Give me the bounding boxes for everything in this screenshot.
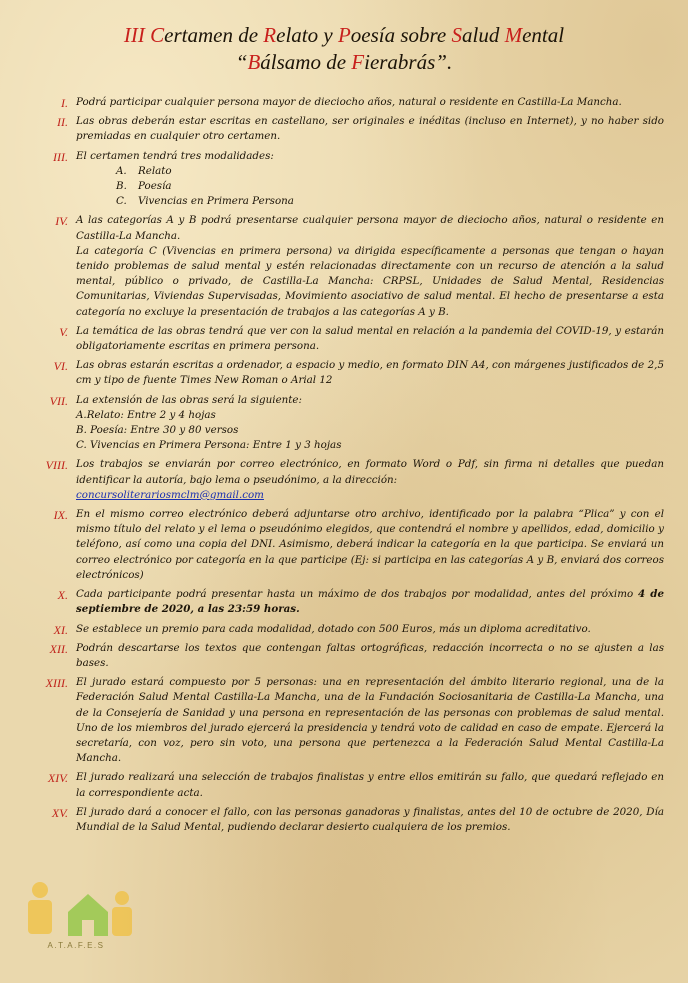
logo-figure-head-left — [32, 882, 48, 898]
rule-text: El jurado dará a conocer el fallo, con las personas ganadoras y finalistas, antes del 10 de octubre de 2020, Día Mundial de la Salud Mental, pudiendo declarar desierto cualquiera de los premios. — [76, 805, 664, 833]
rule-number: IX. — [53, 508, 68, 523]
rule-item — [0, 805, 688, 835]
rule-body — [76, 675, 664, 766]
logo-house-door — [82, 920, 94, 936]
logo-figure-body-left — [28, 900, 52, 934]
modality-option — [76, 194, 664, 209]
rule-body — [76, 393, 664, 454]
rule-paragraph — [76, 507, 664, 583]
rule-number: VIII. — [45, 458, 68, 473]
title-line-1-segment: oesía sobre — [350, 23, 452, 47]
modality-letter: C. — [116, 195, 127, 208]
title-line-1-segment: alud — [461, 23, 505, 47]
rule-body — [76, 507, 664, 583]
rule-text: El jurado estará compuesto por 5 personas: una en representación del ámbito literario regional, una de la Federación Salud Mental Castilla-La Mancha, una de la Fundación Sociosanitaria de Castilla-La Mancha, una de la Consejería de Sanidad y una persona en representación de las personas con problemas de salud mental. Uno de los miembros del jurado ejercerá la presidencia y tendrá voto de calidad en caso de empate. Ejercerá la secretaría, con voz, pero sin voto, una persona que pertenezca a la Federación Salud Mental Castilla-La Mancha. — [76, 676, 664, 765]
rule-body — [76, 114, 664, 144]
rule-paragraph — [76, 622, 664, 637]
rule-paragraph — [76, 114, 664, 144]
rule-number: II. — [57, 115, 68, 130]
rule-item — [0, 95, 688, 110]
title-line-1-segment: R — [263, 23, 277, 47]
title-line-2-segment: B — [247, 50, 261, 74]
rule-paragraph — [76, 457, 664, 487]
title-line-1-segment: M — [504, 23, 523, 47]
rule-item — [0, 358, 688, 388]
rule-text: La temática de las obras tendrá que ver con la salud mental en relación a la pandemia del COVID-19, y estarán obligatoriamente escritas en primera persona. — [76, 324, 664, 353]
title-line-2-segment: F — [351, 50, 365, 74]
rule-item — [0, 622, 688, 637]
rule-body — [76, 324, 664, 354]
rule-body — [76, 770, 664, 800]
rule-paragraph — [76, 149, 664, 164]
rules-list — [0, 95, 688, 839]
rule-number: I. — [61, 96, 68, 110]
rule-text: B. Poesía: Entre 30 y 80 versos — [76, 424, 239, 437]
rule-number: XV. — [51, 805, 68, 820]
rule-number: IV. — [55, 214, 68, 229]
rule-body — [76, 805, 664, 835]
rule-body — [76, 457, 664, 503]
rule-text: Los trabajos se enviarán por correo electrónico, en formato Word o Pdf, sin firma ni detalles que puedan identificar la autoría, bajo lema o pseudónimo, a la dirección: — [76, 458, 664, 486]
title-line-1-segment: ental — [522, 23, 565, 47]
rule-body — [76, 587, 664, 617]
rule-number: XIV. — [47, 771, 68, 786]
rule-number: XIII. — [45, 676, 68, 691]
rule-body — [76, 622, 664, 637]
title-line-1-segment: ertamen de — [164, 23, 264, 47]
title-line-1-segment: S — [451, 23, 462, 47]
rule-text: La categoría C (Vivencias en primera persona) va dirigida específicamente a personas que tengan o hayan tenido problemas de salud mental y estén relacionadas directamente con un recurso de atención a la salud mental, público o privado, de Castilla-La Mancha: CRPSL, Unidades de Salud Mental, Residencias Comunitarias, Viviendas Supervisadas, Movimiento asociativo de salud mental. El hecho de presentarse a esta categoría no excluye la presentación de trabajos a las categorías A y B. — [76, 244, 664, 318]
rule-item — [0, 149, 688, 210]
atafes-logo-icon — [20, 872, 140, 952]
rule-text: Se establece un premio para cada modalidad, dotado con 500 Euros, más un diploma acreditativo. — [76, 622, 591, 635]
rule-number: XI. — [53, 622, 68, 637]
modality-option — [76, 164, 664, 179]
rule-paragraph — [76, 358, 664, 388]
title-line-1-segment: P — [337, 23, 351, 47]
rule-text: C. Vivencias en Primera Persona: Entre 1 y 3 hojas — [76, 439, 342, 452]
rule-item — [0, 507, 688, 583]
rule-paragraph — [76, 641, 664, 671]
rule-number: VII. — [49, 393, 68, 408]
rule-number: X. — [57, 588, 68, 603]
rule-body — [76, 213, 664, 319]
rule-item — [0, 675, 688, 766]
rule-text: Podrá participar cualquier persona mayor de dieciocho años, natural o residente en Castilla-La Mancha. — [76, 96, 622, 108]
title-line-1 — [0, 22, 688, 49]
rule-text: El jurado realizará una selección de trabajos finalistas y entre ellos emitirán su fallo, que quedará reflejado en la correspondiente acta. — [76, 771, 664, 799]
rule-body — [76, 641, 664, 671]
deadline-text: 4 de septiembre de 2020, a las 23:59 horas. — [76, 588, 664, 616]
modality-letter: B. — [116, 180, 127, 193]
rule-text: A.Relato: Entre 2 y 4 hojas — [76, 408, 216, 421]
rule-number: VI. — [53, 359, 68, 374]
rule-item — [0, 457, 688, 503]
title-line-2 — [0, 49, 688, 76]
rule-item — [0, 641, 688, 671]
rule-paragraph — [76, 95, 664, 110]
rule-body — [76, 149, 664, 210]
modality-name: Vivencias en Primera Persona — [138, 195, 294, 208]
rule-item — [0, 393, 688, 454]
logo-label: A.T.A.F.E.S — [47, 941, 105, 950]
modality-option — [76, 179, 664, 194]
rule-number: III. — [53, 149, 68, 164]
rule-text: A las categorías A y B podrá presentarse cualquier persona mayor de dieciocho años, natural o residente en Castilla-La Mancha. — [76, 214, 664, 242]
title-line-2-segment: “ — [235, 50, 248, 74]
rule-paragraph — [76, 324, 664, 354]
rule-body — [76, 95, 664, 110]
rule-paragraph — [76, 805, 664, 835]
rule-paragraph — [76, 244, 664, 320]
rule-paragraph — [76, 770, 664, 800]
title-line-1-segment: elato y — [276, 23, 338, 47]
rule-paragraph — [76, 408, 664, 423]
rule-paragraph — [76, 438, 664, 453]
rule-text: El certamen tendrá tres modalidades: — [76, 149, 274, 162]
rule-item — [0, 213, 688, 319]
rule-item — [0, 587, 688, 617]
rule-number: V. — [59, 324, 68, 339]
rule-paragraph — [76, 587, 664, 617]
rule-text: Cada participante podrá presentar hasta un máximo de dos trabajos por modalidad, antes del próximo — [76, 588, 634, 601]
logo-figure-head-right — [115, 891, 129, 905]
modality-name: Poesía — [138, 180, 172, 193]
modality-letter: A. — [116, 164, 127, 177]
rule-item — [0, 324, 688, 354]
rule-paragraph — [76, 423, 664, 438]
rule-item — [0, 770, 688, 800]
rule-text: Las obras estarán escritas a ordenador, a espacio y medio, en formato DIN A4, con márgenes justificados de 2,5 cm y tipo de fuente Times New Roman o Arial 12 — [76, 359, 664, 387]
rule-paragraph — [76, 675, 664, 766]
modality-name: Relato — [138, 164, 172, 177]
rule-text: Las obras deberán estar escritas en castellano, ser originales e inéditas (incluso en Internet), y no haber sido premiadas en cualquier otro certamen. — [76, 115, 664, 143]
logo-figure-body-right — [112, 907, 132, 936]
rule-item — [0, 114, 688, 144]
page-title — [0, 22, 688, 76]
rule-text: En el mismo correo electrónico deberá adjuntarse otro archivo, identificado por la palabra “Plica” y con el mismo título del relato y el lema o pseudónimo elegidos, que contendrá el nombre y apellidos, edad, domicilio y teléfono, así como una copia del DNI. Asimismo, deberá indicar la categoría en la que participa. Se enviará un correo electrónico por categoría en la que participe (Ej: si participa en las categorías A y B, enviará dos correos electrónicos) — [76, 508, 664, 581]
rule-paragraph — [76, 213, 664, 243]
title-line-2-segment: álsamo de — [260, 50, 352, 74]
rule-text: Podrán descartarse los textos que contengan faltas ortográficas, redacción incorrecta o no se ajusten a las bases. — [76, 641, 664, 669]
title-line-2-segment: ierabrás”. — [364, 50, 453, 74]
rule-number: XII. — [49, 641, 68, 656]
rule-paragraph — [76, 393, 664, 408]
email-link[interactable]: concursoliterariosmclm@gmail.com — [76, 488, 264, 501]
title-line-1-segment: III — [123, 23, 151, 47]
email-line — [76, 488, 664, 503]
rule-body — [76, 358, 664, 388]
rule-text: La extensión de las obras será la siguiente: — [76, 393, 302, 406]
title-line-1-segment: C — [150, 23, 165, 47]
